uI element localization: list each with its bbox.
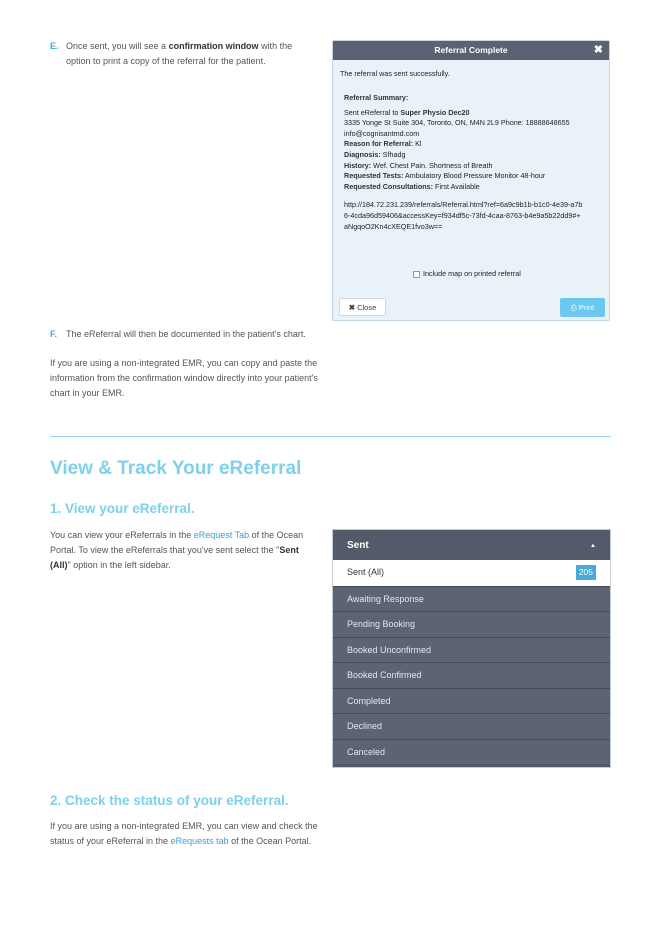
view-ereferral-text: You can view your eReferrals in the eRequest Tab of the Ocean Portal. To view the eReferrals that you've sent select the "Sent (All)" option in the left sidebar. — [50, 530, 304, 570]
include-map-label: Include map on printed referral — [423, 269, 521, 278]
referral-url-link[interactable]: http://184.72.231.239/referrals/Referral.html?ref=6a9c9b1b-b1c0-4e39-a7b6-4cda96d59406&accessKey=f934df5c-73fd-4caa-8763-b4e9a5b22dd9#+aNgqoO2Kn4cXEQE1fvo3w== — [344, 200, 583, 231]
subsection-title-view: 1. View your eReferral. — [50, 501, 195, 516]
step-letter: E. — [50, 41, 59, 51]
summary-heading: Referral Summary: — [344, 93, 409, 102]
x-icon: ✖ — [348, 303, 355, 312]
section-divider — [50, 436, 611, 437]
sidebar-item-label: Sent (All) — [347, 567, 385, 577]
sidebar-item-pending-booking[interactable]: Pending Booking — [333, 611, 610, 637]
summary-field: Requested Tests: Ambulatory Blood Pressure Monitor 48-hour — [344, 171, 546, 181]
dialog-success-text: The referral was sent successfully. — [340, 69, 450, 78]
step-e-text: Once sent, you will see a confirmation window with the option to print a copy of the referral for the patient. — [66, 41, 293, 66]
address-line: 3335 Yonge St Suite 304, Toronto, ON, M4N 2L9 Phone: 18888648655 — [344, 118, 570, 128]
summary-field: Reason for Referral: Kl — [344, 139, 422, 149]
referral-summary — [344, 93, 606, 232]
collapse-caret-icon[interactable]: ▲ — [590, 543, 596, 549]
step-e — [50, 39, 315, 69]
dialog-title: Referral Complete — [434, 45, 508, 55]
summary-field: Diagnosis: Sfhadg — [344, 149, 406, 159]
step-letter: F. — [50, 329, 58, 339]
sidebar-item-awaiting-response[interactable]: Awaiting Response — [333, 586, 610, 612]
sent-header-label: Sent — [347, 540, 369, 551]
printer-icon: ⎙ — [570, 303, 577, 312]
count-badge: 205 — [576, 565, 596, 580]
check-status-text: If you are using a non-integrated EMR, you can view and check the status of your eReferral in the eRequests tab of the Ocean Portal. — [50, 821, 318, 846]
sent-sidebar-panel — [332, 529, 611, 768]
dialog-header — [333, 41, 609, 60]
close-icon[interactable]: ✖ — [593, 44, 603, 56]
referral-complete-dialog — [332, 40, 610, 321]
step-f-text: The eReferral will then be documented in the patient's chart. — [66, 329, 306, 339]
subsection-title-status: 2. Check the status of your eReferral. — [50, 793, 289, 808]
sidebar-item-canceled[interactable]: Canceled — [333, 739, 610, 765]
sidebar-item-sent-all[interactable] — [333, 560, 610, 586]
include-map-checkbox[interactable] — [413, 271, 420, 278]
summary-field: Requested Consultations: First Available — [344, 181, 480, 191]
email-line: info@cognisantmd.com — [344, 128, 420, 138]
step-f — [50, 327, 340, 342]
section-title: View & Track Your eReferral — [50, 458, 302, 479]
sent-panel-header[interactable] — [333, 530, 610, 560]
sidebar-item-booked-unconfirmed[interactable]: Booked Unconfirmed — [333, 637, 610, 663]
sidebar-item-booked-confirmed[interactable]: Booked Confirmed — [333, 662, 610, 688]
sent-to-line: Sent eReferral to Super Physio Dec20 — [344, 107, 470, 117]
non-integrated-note: If you are using a non-integrated EMR, you can copy and paste the information from the confirmation window directly into your patient's chart in your EMR. — [50, 358, 318, 398]
sidebar-item-completed[interactable]: Completed — [333, 688, 610, 714]
include-map-option[interactable] — [413, 269, 521, 280]
erequest-tab-link[interactable]: eRequest Tab — [193, 530, 250, 540]
summary-field: History: Wef. Chest Pain. Shortness of Breath — [344, 160, 493, 170]
print-button[interactable]: ⎙ Print — [560, 298, 605, 317]
close-button[interactable]: ✖ Close — [339, 298, 386, 316]
sidebar-item-declined[interactable]: Declined — [333, 713, 610, 739]
erequests-tab-link[interactable]: eRequests tab — [170, 836, 229, 846]
